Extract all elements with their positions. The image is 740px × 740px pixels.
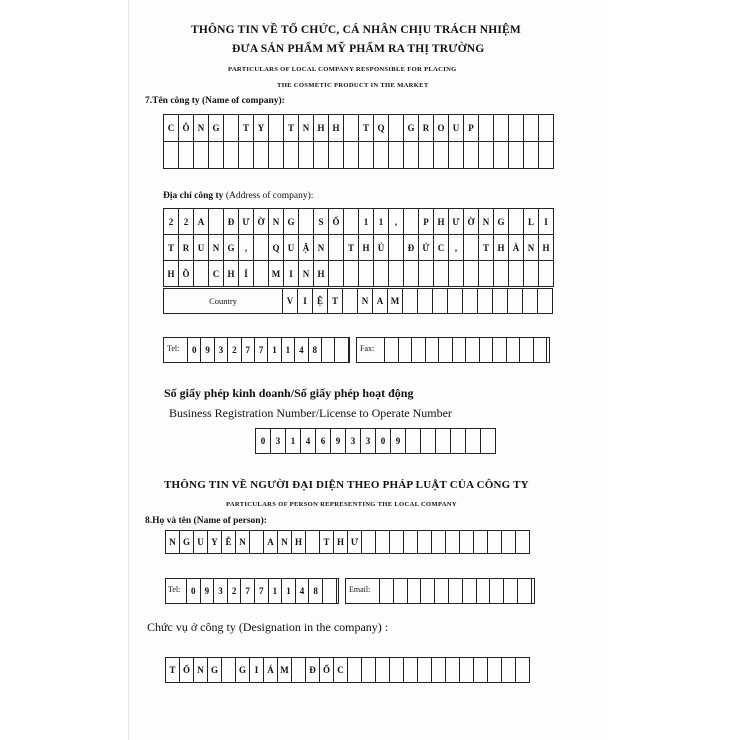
company-address-cell: G: [224, 235, 239, 261]
email-grid: [379, 578, 532, 604]
company-name-cell: G: [209, 115, 224, 142]
license-cell: [466, 429, 481, 453]
company-address-cell: [329, 261, 344, 287]
company-address-cell: N: [524, 235, 539, 261]
license-cell: [436, 429, 451, 453]
company-address-cell: H: [314, 261, 329, 287]
designation-cell: [418, 658, 432, 682]
company-address-cell: H: [224, 261, 239, 287]
person-tel-cell: 0: [187, 579, 201, 603]
company-address-cell: T: [344, 235, 359, 261]
company-name-cell: [224, 142, 239, 169]
tel-cell: 3: [215, 338, 228, 362]
designation-cell: [390, 658, 404, 682]
company-name-cell: P: [464, 115, 479, 142]
license-cell: 6: [316, 429, 331, 453]
person-name-grid: [165, 530, 530, 554]
country-cell: M: [388, 289, 403, 313]
person-name-cell: [446, 531, 460, 553]
person-tel-cell: 1: [282, 579, 296, 603]
company-name-cell: [254, 142, 269, 169]
company-address-cell: [524, 261, 539, 287]
license-cell: [406, 429, 421, 453]
person-name-cell: N: [166, 531, 180, 553]
person-tel-cell: 9: [201, 579, 215, 603]
tel-cell: 7: [242, 338, 255, 362]
company-name-cell: T: [284, 115, 299, 142]
designation-cell: Ố: [320, 658, 334, 682]
heading2-en: PARTICULARS OF PERSON REPRESENTING THE LOCAL COMPANY: [226, 501, 457, 508]
heading-en-line2: THE COSMETIC PRODUCT IN THE MARKET: [277, 82, 429, 89]
designation-cell: [222, 658, 236, 682]
company-address-cell: Ứ: [419, 235, 434, 261]
license-cell: 4: [301, 429, 316, 453]
heading-vi-line2: ĐƯA SẢN PHẨM MỸ PHẨM RA THỊ TRƯỜNG: [232, 43, 485, 55]
designation-cell: [292, 658, 306, 682]
company-address-cell: [389, 235, 404, 261]
company-name-cell: [524, 142, 539, 169]
company-address-cell: C: [209, 261, 224, 287]
company-name-cell: [524, 115, 539, 142]
company-name-cell: [344, 115, 359, 142]
email-cell: [463, 579, 477, 603]
fax-cell: [480, 338, 494, 362]
company-address-cell: T: [479, 235, 494, 261]
company-address-cell: [434, 261, 449, 287]
company-address-cell: I: [539, 209, 554, 235]
fax-cell: [507, 338, 521, 362]
person-tel-cell: [323, 579, 337, 603]
license-cell: 3: [346, 429, 361, 453]
person-name-cell: [376, 531, 390, 553]
license-cell: [421, 429, 436, 453]
tel-cell: 2: [228, 338, 241, 362]
person-name-cell: A: [264, 531, 278, 553]
company-name-cell: [239, 142, 254, 169]
company-address-cell: 1: [359, 209, 374, 235]
person-name-cell: Ễ: [222, 531, 236, 553]
company-name-cell: U: [449, 115, 464, 142]
company-name-cell: [269, 115, 284, 142]
email-cell: [380, 579, 394, 603]
fax-label: Fax:: [360, 344, 375, 353]
company-address-cell: 2: [164, 209, 179, 235]
fax-cell: [439, 338, 453, 362]
company-address-cell: N: [314, 235, 329, 261]
country-cell: T: [328, 289, 343, 313]
company-address-cell: Í: [239, 261, 254, 287]
person-tel-cell: 8: [309, 579, 323, 603]
person-name-label: 8.Họ và tên (Name of person):: [145, 516, 267, 526]
company-name-cell: [389, 115, 404, 142]
company-name-cell: [164, 142, 179, 169]
company-name-cell: [194, 142, 209, 169]
country-cell: [403, 289, 418, 313]
heading-vi-line1: THÔNG TIN VỀ TỔ CHỨC, CÁ NHÂN CHỊU TRÁCH NHIỆM: [191, 24, 521, 36]
fax-cell: [466, 338, 480, 362]
country-cell: [538, 289, 553, 313]
country-cell: [418, 289, 433, 313]
email-cell: [477, 579, 491, 603]
fax-cell: [520, 338, 534, 362]
company-address-cell: Ư: [449, 209, 464, 235]
person-tel-grid: [186, 578, 337, 604]
company-address-cell: [404, 261, 419, 287]
tel-cell: 7: [255, 338, 268, 362]
tel-cell: 8: [309, 338, 322, 362]
person-tel-cell: 4: [296, 579, 310, 603]
company-name-cell: H: [314, 115, 329, 142]
license-cell: 3: [271, 429, 286, 453]
company-address-cell: ,: [389, 209, 404, 235]
company-name-cell: Q: [374, 115, 389, 142]
company-name-cell: [434, 142, 449, 169]
company-address-cell: M: [269, 261, 284, 287]
person-tel-label: Tel:: [168, 585, 181, 594]
person-name-cell: [460, 531, 474, 553]
designation-cell: [432, 658, 446, 682]
country-grid: [163, 288, 553, 314]
person-name-cell: N: [278, 531, 292, 553]
company-name-cell: [374, 142, 389, 169]
company-address-cell: [329, 235, 344, 261]
country-cell: [463, 289, 478, 313]
company-name-grid: [163, 114, 554, 169]
company-address-cell: U: [194, 235, 209, 261]
company-name-cell: [329, 142, 344, 169]
company-address-cell: [389, 261, 404, 287]
designation-cell: [348, 658, 362, 682]
person-name-cell: G: [180, 531, 194, 553]
person-name-cell: N: [236, 531, 250, 553]
company-address-cell: C: [434, 235, 449, 261]
company-address-cell: [464, 235, 479, 261]
designation-cell: [488, 658, 502, 682]
company-name-cell: [299, 142, 314, 169]
country-cell: A: [373, 289, 388, 313]
heading2-vi: THÔNG TIN VỀ NGƯỜI ĐẠI DIỆN THEO PHÁP LUẬT CỦA CÔNG TY: [164, 479, 529, 491]
tel-cell: 1: [282, 338, 295, 362]
company-address-cell: [479, 261, 494, 287]
company-name-cell: Y: [254, 115, 269, 142]
fax-cell: [534, 338, 548, 362]
company-address-cell: H: [494, 235, 509, 261]
company-address-cell: [374, 261, 389, 287]
country-cell: [478, 289, 493, 313]
company-address-label: Địa chỉ công ty (Address of company):: [163, 191, 314, 201]
person-tel-cell: 7: [255, 579, 269, 603]
fax-cell: [493, 338, 507, 362]
person-name-cell: H: [334, 531, 348, 553]
email-cell: [518, 579, 532, 603]
fax-cell: [426, 338, 440, 362]
person-name-cell: Ư: [348, 531, 362, 553]
person-name-cell: T: [320, 531, 334, 553]
license-cell: [481, 429, 496, 453]
license-cell: 3: [361, 429, 376, 453]
country-cell: I: [298, 289, 313, 313]
designation-cell: Ổ: [180, 658, 194, 682]
country-cell: [508, 289, 523, 313]
tel-cell: 4: [295, 338, 308, 362]
company-name-cell: H: [329, 115, 344, 142]
company-name-cell: N: [299, 115, 314, 142]
email-cell: [449, 579, 463, 603]
company-name-label: 7.Tên công ty (Name of company):: [145, 96, 285, 106]
person-name-cell: [432, 531, 446, 553]
company-name-cell: [209, 142, 224, 169]
person-name-cell: [488, 531, 502, 553]
company-name-cell: [314, 142, 329, 169]
company-address-cell: [194, 261, 209, 287]
company-address-cell: Ồ: [179, 261, 194, 287]
company-address-cell: R: [179, 235, 194, 261]
person-name-cell: [474, 531, 488, 553]
company-address-cell: Đ: [404, 235, 419, 261]
company-name-cell: O: [434, 115, 449, 142]
license-cell: [451, 429, 466, 453]
license-cell: 0: [256, 429, 271, 453]
company-address-cell: A: [194, 209, 209, 235]
company-name-cell: [389, 142, 404, 169]
person-tel-cell: 2: [228, 579, 242, 603]
person-name-cell: [362, 531, 376, 553]
company-address-cell: [299, 209, 314, 235]
designation-cell: [362, 658, 376, 682]
company-name-cell: N: [194, 115, 209, 142]
designation-cell: [460, 658, 474, 682]
email-cell: [408, 579, 422, 603]
company-name-cell: [539, 115, 554, 142]
email-cell: [490, 579, 504, 603]
company-address-cell: [254, 235, 269, 261]
country-cell: N: [358, 289, 373, 313]
designation-cell: [446, 658, 460, 682]
license-cell: 9: [391, 429, 406, 453]
country-cell: [343, 289, 358, 313]
tel-cell: 9: [201, 338, 214, 362]
fax-cell: [399, 338, 413, 362]
company-address-cell: H: [164, 261, 179, 287]
tel-cell: 0: [188, 338, 201, 362]
fax-grid: [384, 337, 547, 363]
company-address-cell: [359, 261, 374, 287]
company-address-cell: Ố: [329, 209, 344, 235]
company-name-cell: [509, 115, 524, 142]
person-name-cell: H: [292, 531, 306, 553]
company-name-cell: [284, 142, 299, 169]
company-name-cell: [464, 142, 479, 169]
company-address-cell: G: [494, 209, 509, 235]
designation-cell: I: [250, 658, 264, 682]
company-address-cell: G: [284, 209, 299, 235]
company-name-cell: [359, 142, 374, 169]
license-cell: 0: [376, 429, 391, 453]
company-address-cell: Ờ: [464, 209, 479, 235]
designation-cell: N: [194, 658, 208, 682]
company-address-cell: [419, 261, 434, 287]
fax-cell: [453, 338, 467, 362]
company-name-cell: C: [164, 115, 179, 142]
designation-cell: [376, 658, 390, 682]
country-cell: [523, 289, 538, 313]
company-address-cell: P: [419, 209, 434, 235]
company-address-cell: [344, 261, 359, 287]
tel-cell: [322, 338, 335, 362]
company-address-cell: [449, 261, 464, 287]
designation-cell: Đ: [306, 658, 320, 682]
company-address-cell: [539, 261, 554, 287]
person-tel-cell: 1: [269, 579, 283, 603]
company-name-cell: [404, 142, 419, 169]
company-address-cell: N: [299, 261, 314, 287]
heading-en-line1: PARTICULARS OF LOCAL COMPANY RESPONSIBLE FOR PLACING: [228, 66, 457, 73]
license-label-en: Business Registration Number/License to Operate Number: [169, 406, 452, 420]
designation-cell: G: [208, 658, 222, 682]
company-name-cell: [494, 115, 509, 142]
person-name-cell: [418, 531, 432, 553]
tel-cell: 1: [268, 338, 281, 362]
license-label-vi: Số giấy phép kinh doanh/Số giấy phép hoạt động: [164, 386, 414, 400]
company-name-cell: [344, 142, 359, 169]
company-name-cell: G: [404, 115, 419, 142]
fax-cell: [385, 338, 399, 362]
person-tel-cell: 3: [214, 579, 228, 603]
company-address-cell: H: [359, 235, 374, 261]
company-address-cell: N: [269, 209, 284, 235]
country-cell: [493, 289, 508, 313]
company-name-cell: [494, 142, 509, 169]
company-address-cell: N: [479, 209, 494, 235]
tel-grid: [187, 337, 349, 363]
company-address-cell: Q: [269, 235, 284, 261]
country-cell: [433, 289, 448, 313]
person-name-cell: Y: [208, 531, 222, 553]
designation-grid: [165, 657, 530, 683]
company-address-cell: S: [314, 209, 329, 235]
company-address-cell: [209, 209, 224, 235]
company-name-cell: [449, 142, 464, 169]
company-address-cell: L: [524, 209, 539, 235]
company-name-cell: [479, 142, 494, 169]
company-address-cell: Đ: [224, 209, 239, 235]
designation-cell: [474, 658, 488, 682]
license-cell: 1: [286, 429, 301, 453]
company-address-cell: Ủ: [374, 235, 389, 261]
designation-cell: T: [166, 658, 180, 682]
company-address-cell: N: [209, 235, 224, 261]
designation-cell: [404, 658, 418, 682]
company-name-cell: [224, 115, 239, 142]
country-label: Country: [164, 289, 283, 313]
company-address-cell: I: [284, 261, 299, 287]
company-name-cell: [419, 142, 434, 169]
company-address-grid: [163, 208, 554, 287]
fax-cell: [412, 338, 426, 362]
person-name-cell: [404, 531, 418, 553]
company-address-cell: [344, 209, 359, 235]
person-name-cell: [502, 531, 516, 553]
email-cell: [394, 579, 408, 603]
person-name-cell: U: [194, 531, 208, 553]
company-address-cell: 1: [374, 209, 389, 235]
company-name-cell: [479, 115, 494, 142]
email-cell: [421, 579, 435, 603]
tel-cell: [335, 338, 348, 362]
company-address-cell: ,: [449, 235, 464, 261]
email-cell: [435, 579, 449, 603]
email-label: Email:: [349, 585, 371, 594]
company-address-cell: [464, 261, 479, 287]
designation-cell: G: [236, 658, 250, 682]
company-name-cell: Ô: [179, 115, 194, 142]
email-cell: [504, 579, 518, 603]
person-name-cell: [390, 531, 404, 553]
company-address-cell: À: [509, 235, 524, 261]
company-name-cell: [179, 142, 194, 169]
company-address-cell: [404, 209, 419, 235]
company-address-cell: [254, 261, 269, 287]
company-address-cell: [494, 261, 509, 287]
company-name-cell: [509, 142, 524, 169]
license-cell: 9: [331, 429, 346, 453]
designation-cell: [502, 658, 516, 682]
company-address-cell: ,: [239, 235, 254, 261]
designation-cell: Á: [264, 658, 278, 682]
company-address-cell: Ậ: [299, 235, 314, 261]
company-name-cell: T: [239, 115, 254, 142]
company-address-cell: [509, 261, 524, 287]
license-grid: [255, 428, 496, 454]
company-name-cell: [539, 142, 554, 169]
person-name-cell: [306, 531, 320, 553]
company-address-cell: [509, 209, 524, 235]
company-address-cell: T: [164, 235, 179, 261]
designation-label: Chức vụ ở công ty (Designation in the company) :: [147, 620, 389, 634]
company-name-cell: [269, 142, 284, 169]
company-address-cell: Ờ: [254, 209, 269, 235]
company-address-cell: U: [284, 235, 299, 261]
country-cell: Ệ: [313, 289, 328, 313]
person-tel-cell: 7: [241, 579, 255, 603]
company-address-cell: 2: [179, 209, 194, 235]
person-name-cell: [516, 531, 530, 553]
company-address-cell: H: [539, 235, 554, 261]
country-cell: [448, 289, 463, 313]
designation-cell: C: [334, 658, 348, 682]
country-cell: V: [283, 289, 298, 313]
designation-cell: M: [278, 658, 292, 682]
company-address-cell: H: [434, 209, 449, 235]
company-name-cell: R: [419, 115, 434, 142]
person-name-cell: [250, 531, 264, 553]
company-name-cell: T: [359, 115, 374, 142]
designation-cell: [516, 658, 530, 682]
company-address-cell: Ư: [239, 209, 254, 235]
tel-label: Tel:: [167, 344, 180, 353]
